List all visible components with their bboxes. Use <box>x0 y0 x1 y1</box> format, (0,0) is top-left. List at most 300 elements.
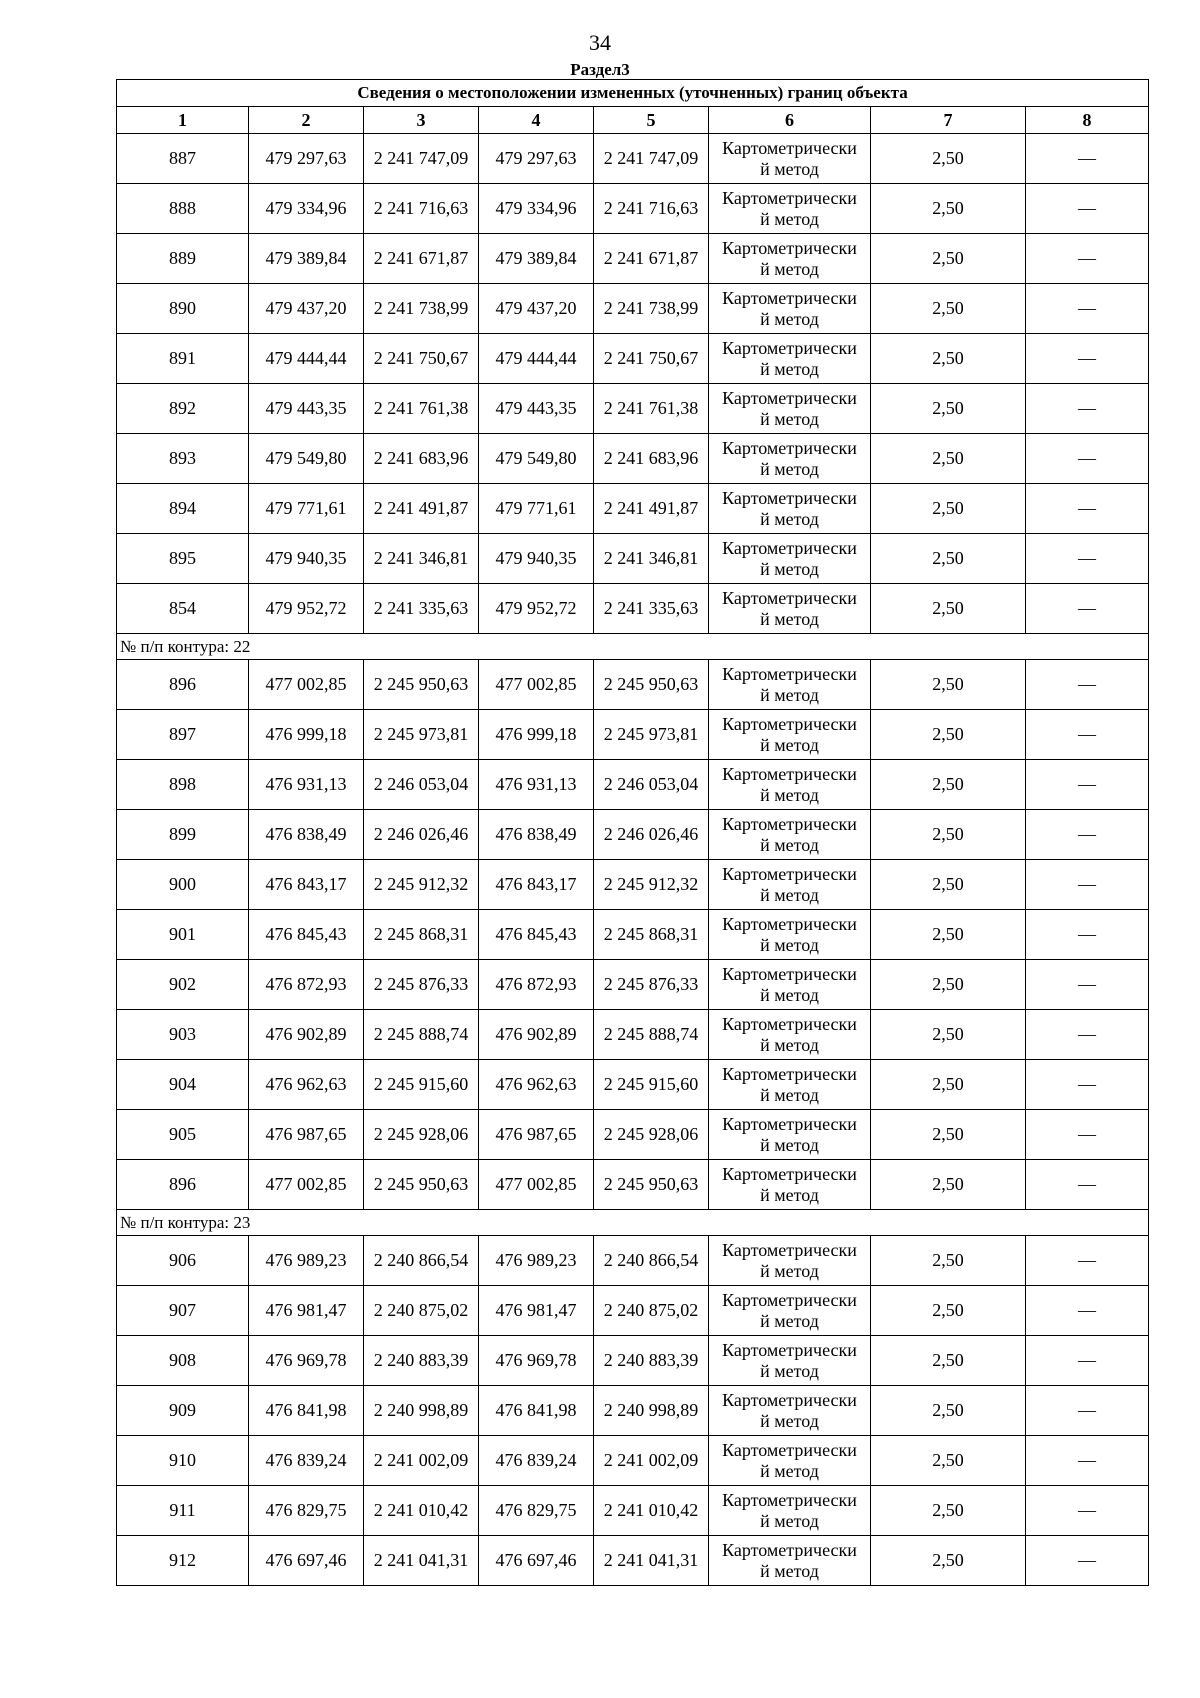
method-line-2: й метод <box>760 1260 819 1281</box>
method-line-2: й метод <box>760 208 819 229</box>
x-coordinate-new: 476 843,17 <box>479 860 594 910</box>
accuracy-value: 2,50 <box>871 760 1026 810</box>
method-line-2: й метод <box>760 358 819 379</box>
method-line-1: Картометрически <box>722 963 857 984</box>
x-coordinate: 479 334,96 <box>249 184 364 234</box>
table-row <box>117 1236 1149 1286</box>
point-number: 900 <box>117 860 249 910</box>
point-number: 906 <box>117 1236 249 1286</box>
column-header: 8 <box>1026 107 1149 134</box>
x-coordinate: 476 931,13 <box>249 760 364 810</box>
y-coordinate: 2 241 716,63 <box>364 184 479 234</box>
method-cell <box>709 484 871 534</box>
method-line-1: Картометрически <box>722 187 857 208</box>
method-cell <box>709 134 871 184</box>
x-coordinate: 479 437,20 <box>249 284 364 334</box>
method-line-2: й метод <box>760 258 819 279</box>
method-cell <box>709 1536 871 1586</box>
point-number: 889 <box>117 234 249 284</box>
method-cell <box>709 1436 871 1486</box>
table-row <box>117 184 1149 234</box>
description-value: — <box>1026 960 1149 1010</box>
y-coordinate: 2 245 876,33 <box>364 960 479 1010</box>
x-coordinate-new: 476 838,49 <box>479 810 594 860</box>
method-line-2: й метод <box>760 884 819 905</box>
method-cell <box>709 184 871 234</box>
table-row <box>117 1336 1149 1386</box>
point-number: 893 <box>117 434 249 484</box>
y-coordinate: 2 240 875,02 <box>364 1286 479 1336</box>
y-coordinate-new: 2 241 041,31 <box>594 1536 709 1586</box>
accuracy-value: 2,50 <box>871 434 1026 484</box>
method-line-1: Картометрически <box>722 587 857 608</box>
y-coordinate: 2 245 912,32 <box>364 860 479 910</box>
x-coordinate-new: 477 002,85 <box>479 660 594 710</box>
x-coordinate: 476 841,98 <box>249 1386 364 1436</box>
y-coordinate-new: 2 240 883,39 <box>594 1336 709 1386</box>
y-coordinate: 2 245 868,31 <box>364 910 479 960</box>
method-line-2: й метод <box>760 1034 819 1055</box>
x-coordinate: 476 697,46 <box>249 1536 364 1586</box>
method-line-2: й метод <box>760 158 819 179</box>
method-cell <box>709 384 871 434</box>
column-header: 7 <box>871 107 1026 134</box>
table-row <box>117 584 1149 634</box>
x-coordinate-new: 476 931,13 <box>479 760 594 810</box>
accuracy-value: 2,50 <box>871 334 1026 384</box>
method-cell <box>709 1060 871 1110</box>
accuracy-value: 2,50 <box>871 1060 1026 1110</box>
y-coordinate-new: 2 241 010,42 <box>594 1486 709 1536</box>
x-coordinate-new: 476 999,18 <box>479 710 594 760</box>
y-coordinate-new: 2 246 026,46 <box>594 810 709 860</box>
x-coordinate-new: 476 841,98 <box>479 1386 594 1436</box>
description-value: — <box>1026 1060 1149 1110</box>
table-caption: Сведения о местоположении измененных (уточненных) границ объекта <box>117 80 1149 107</box>
method-cell <box>709 1160 871 1210</box>
point-number: 895 <box>117 534 249 584</box>
y-coordinate: 2 240 998,89 <box>364 1386 479 1436</box>
method-line-2: й метод <box>760 508 819 529</box>
y-coordinate: 2 246 053,04 <box>364 760 479 810</box>
method-line-1: Картометрически <box>722 287 857 308</box>
y-coordinate-new: 2 245 876,33 <box>594 960 709 1010</box>
table-row <box>117 1386 1149 1436</box>
x-coordinate: 479 444,44 <box>249 334 364 384</box>
description-value: — <box>1026 810 1149 860</box>
description-value: — <box>1026 710 1149 760</box>
contour-label: № п/п контура: 22 <box>117 634 1149 660</box>
point-number: 905 <box>117 1110 249 1160</box>
accuracy-value: 2,50 <box>871 1160 1026 1210</box>
method-line-1: Картометрически <box>722 1239 857 1260</box>
table-row <box>117 534 1149 584</box>
method-line-1: Картометрически <box>722 1539 857 1560</box>
method-line-1: Картометрически <box>722 1289 857 1310</box>
description-value: — <box>1026 184 1149 234</box>
column-header-row <box>117 107 1149 134</box>
y-coordinate: 2 241 750,67 <box>364 334 479 384</box>
y-coordinate: 2 241 041,31 <box>364 1536 479 1586</box>
table-caption-row <box>117 80 1149 107</box>
method-line-2: й метод <box>760 558 819 579</box>
x-coordinate-new: 479 940,35 <box>479 534 594 584</box>
method-cell <box>709 1386 871 1436</box>
description-value: — <box>1026 1386 1149 1436</box>
method-line-1: Картометрически <box>722 537 857 558</box>
table-row <box>117 234 1149 284</box>
y-coordinate-new: 2 245 950,63 <box>594 1160 709 1210</box>
point-number: 907 <box>117 1286 249 1336</box>
x-coordinate: 479 771,61 <box>249 484 364 534</box>
table-row <box>117 710 1149 760</box>
y-coordinate-new: 2 241 002,09 <box>594 1436 709 1486</box>
method-cell <box>709 1236 871 1286</box>
y-coordinate-new: 2 241 747,09 <box>594 134 709 184</box>
table-row <box>117 960 1149 1010</box>
method-line-1: Картометрически <box>722 137 857 158</box>
method-cell <box>709 710 871 760</box>
x-coordinate-new: 476 829,75 <box>479 1486 594 1536</box>
table-body <box>117 134 1149 1586</box>
x-coordinate: 477 002,85 <box>249 1160 364 1210</box>
method-line-1: Картометрически <box>722 387 857 408</box>
method-line-2: й метод <box>760 608 819 629</box>
contour-row <box>117 634 1149 660</box>
point-number: 888 <box>117 184 249 234</box>
method-line-2: й метод <box>760 1184 819 1205</box>
table-row <box>117 134 1149 184</box>
description-value: — <box>1026 1486 1149 1536</box>
x-coordinate-new: 479 444,44 <box>479 334 594 384</box>
x-coordinate-new: 476 962,63 <box>479 1060 594 1110</box>
y-coordinate: 2 241 491,87 <box>364 484 479 534</box>
method-line-1: Картометрически <box>722 863 857 884</box>
x-coordinate-new: 479 437,20 <box>479 284 594 334</box>
method-line-1: Картометрически <box>722 237 857 258</box>
x-coordinate: 476 987,65 <box>249 1110 364 1160</box>
table-row <box>117 1536 1149 1586</box>
y-coordinate-new: 2 245 950,63 <box>594 660 709 710</box>
accuracy-value: 2,50 <box>871 1486 1026 1536</box>
x-coordinate-new: 479 952,72 <box>479 584 594 634</box>
accuracy-value: 2,50 <box>871 1286 1026 1336</box>
method-line-1: Картометрически <box>722 1489 857 1510</box>
point-number: 891 <box>117 334 249 384</box>
x-coordinate-new: 477 002,85 <box>479 1160 594 1210</box>
table-row <box>117 1010 1149 1060</box>
description-value: — <box>1026 1110 1149 1160</box>
table-row <box>117 484 1149 534</box>
method-line-2: й метод <box>760 408 819 429</box>
method-line-1: Картометрически <box>722 337 857 358</box>
point-number: 890 <box>117 284 249 334</box>
accuracy-value: 2,50 <box>871 1536 1026 1586</box>
x-coordinate-new: 479 389,84 <box>479 234 594 284</box>
y-coordinate: 2 245 950,63 <box>364 660 479 710</box>
x-coordinate: 476 843,17 <box>249 860 364 910</box>
x-coordinate-new: 476 969,78 <box>479 1336 594 1386</box>
description-value: — <box>1026 484 1149 534</box>
method-line-2: й метод <box>760 1084 819 1105</box>
point-number: 909 <box>117 1386 249 1436</box>
accuracy-value: 2,50 <box>871 810 1026 860</box>
accuracy-value: 2,50 <box>871 1386 1026 1436</box>
x-coordinate-new: 476 902,89 <box>479 1010 594 1060</box>
accuracy-value: 2,50 <box>871 1110 1026 1160</box>
accuracy-value: 2,50 <box>871 134 1026 184</box>
point-number: 912 <box>117 1536 249 1586</box>
point-number: 903 <box>117 1010 249 1060</box>
point-number: 898 <box>117 760 249 810</box>
table-row <box>117 284 1149 334</box>
point-number: 887 <box>117 134 249 184</box>
method-line-2: й метод <box>760 1134 819 1155</box>
method-line-1: Картометрически <box>722 487 857 508</box>
method-line-2: й метод <box>760 784 819 805</box>
x-coordinate: 476 962,63 <box>249 1060 364 1110</box>
point-number: 894 <box>117 484 249 534</box>
accuracy-value: 2,50 <box>871 1436 1026 1486</box>
method-cell <box>709 910 871 960</box>
point-number: 904 <box>117 1060 249 1110</box>
y-coordinate: 2 245 950,63 <box>364 1160 479 1210</box>
table-row <box>117 1160 1149 1210</box>
x-coordinate: 479 940,35 <box>249 534 364 584</box>
accuracy-value: 2,50 <box>871 534 1026 584</box>
point-number: 896 <box>117 660 249 710</box>
method-line-1: Картометрически <box>722 1439 857 1460</box>
y-coordinate-new: 2 241 738,99 <box>594 284 709 334</box>
x-coordinate: 476 845,43 <box>249 910 364 960</box>
table-row <box>117 860 1149 910</box>
table-row <box>117 384 1149 434</box>
method-line-1: Картометрически <box>722 763 857 784</box>
method-line-1: Картометрически <box>722 913 857 934</box>
method-line-1: Картометрически <box>722 1063 857 1084</box>
table-row <box>117 1060 1149 1110</box>
accuracy-value: 2,50 <box>871 1236 1026 1286</box>
x-coordinate: 476 981,47 <box>249 1286 364 1336</box>
y-coordinate: 2 245 973,81 <box>364 710 479 760</box>
x-coordinate: 476 999,18 <box>249 710 364 760</box>
accuracy-value: 2,50 <box>871 584 1026 634</box>
x-coordinate: 476 902,89 <box>249 1010 364 1060</box>
accuracy-value: 2,50 <box>871 960 1026 1010</box>
description-value: — <box>1026 384 1149 434</box>
y-coordinate: 2 241 671,87 <box>364 234 479 284</box>
method-cell <box>709 810 871 860</box>
method-line-1: Картометрически <box>722 1013 857 1034</box>
y-coordinate: 2 241 335,63 <box>364 584 479 634</box>
column-header: 2 <box>249 107 364 134</box>
table-row <box>117 660 1149 710</box>
y-coordinate-new: 2 246 053,04 <box>594 760 709 810</box>
method-cell <box>709 1286 871 1336</box>
method-cell <box>709 334 871 384</box>
x-coordinate: 476 829,75 <box>249 1486 364 1536</box>
coordinates-table <box>116 79 1149 1586</box>
y-coordinate: 2 241 002,09 <box>364 1436 479 1486</box>
page-number: 34 <box>589 30 611 55</box>
method-line-1: Картометрически <box>722 663 857 684</box>
y-coordinate-new: 2 241 750,67 <box>594 334 709 384</box>
y-coordinate-new: 2 245 928,06 <box>594 1110 709 1160</box>
x-coordinate-new: 476 839,24 <box>479 1436 594 1486</box>
x-coordinate-new: 479 771,61 <box>479 484 594 534</box>
description-value: — <box>1026 1336 1149 1386</box>
y-coordinate: 2 245 928,06 <box>364 1110 479 1160</box>
point-number: 902 <box>117 960 249 1010</box>
x-coordinate-new: 479 297,63 <box>479 134 594 184</box>
method-cell <box>709 584 871 634</box>
table-row <box>117 760 1149 810</box>
description-value: — <box>1026 234 1149 284</box>
accuracy-value: 2,50 <box>871 234 1026 284</box>
description-value: — <box>1026 860 1149 910</box>
method-line-2: й метод <box>760 934 819 955</box>
x-coordinate: 479 297,63 <box>249 134 364 184</box>
column-header: 6 <box>709 107 871 134</box>
description-value: — <box>1026 1160 1149 1210</box>
y-coordinate: 2 245 915,60 <box>364 1060 479 1110</box>
table-row <box>117 434 1149 484</box>
method-cell <box>709 1336 871 1386</box>
point-number: 911 <box>117 1486 249 1536</box>
x-coordinate-new: 476 872,93 <box>479 960 594 1010</box>
y-coordinate: 2 240 883,39 <box>364 1336 479 1386</box>
description-value: — <box>1026 434 1149 484</box>
y-coordinate-new: 2 245 868,31 <box>594 910 709 960</box>
accuracy-value: 2,50 <box>871 284 1026 334</box>
point-number: 854 <box>117 584 249 634</box>
point-number: 899 <box>117 810 249 860</box>
description-value: — <box>1026 1286 1149 1336</box>
table-row <box>117 1486 1149 1536</box>
method-cell <box>709 960 871 1010</box>
y-coordinate: 2 241 761,38 <box>364 384 479 434</box>
x-coordinate: 479 443,35 <box>249 384 364 434</box>
method-line-2: й метод <box>760 734 819 755</box>
column-header: 3 <box>364 107 479 134</box>
point-number: 897 <box>117 710 249 760</box>
description-value: — <box>1026 1236 1149 1286</box>
x-coordinate-new: 479 334,96 <box>479 184 594 234</box>
accuracy-value: 2,50 <box>871 660 1026 710</box>
method-cell <box>709 434 871 484</box>
method-line-2: й метод <box>760 308 819 329</box>
description-value: — <box>1026 534 1149 584</box>
description-value: — <box>1026 584 1149 634</box>
contour-label: № п/п контура: 23 <box>117 1210 1149 1236</box>
x-coordinate: 476 872,93 <box>249 960 364 1010</box>
table-row <box>117 1110 1149 1160</box>
accuracy-value: 2,50 <box>871 910 1026 960</box>
x-coordinate-new: 479 549,80 <box>479 434 594 484</box>
method-cell <box>709 234 871 284</box>
method-line-2: й метод <box>760 1460 819 1481</box>
x-coordinate-new: 476 697,46 <box>479 1536 594 1586</box>
x-coordinate: 476 989,23 <box>249 1236 364 1286</box>
y-coordinate-new: 2 241 683,96 <box>594 434 709 484</box>
accuracy-value: 2,50 <box>871 860 1026 910</box>
method-line-2: й метод <box>760 1360 819 1381</box>
y-coordinate-new: 2 245 888,74 <box>594 1010 709 1060</box>
contour-row <box>117 1210 1149 1236</box>
x-coordinate: 477 002,85 <box>249 660 364 710</box>
description-value: — <box>1026 1010 1149 1060</box>
method-cell <box>709 534 871 584</box>
x-coordinate: 476 838,49 <box>249 810 364 860</box>
x-coordinate-new: 476 987,65 <box>479 1110 594 1160</box>
method-cell <box>709 660 871 710</box>
method-cell <box>709 1486 871 1536</box>
accuracy-value: 2,50 <box>871 384 1026 434</box>
x-coordinate-new: 476 981,47 <box>479 1286 594 1336</box>
x-coordinate: 476 969,78 <box>249 1336 364 1386</box>
y-coordinate-new: 2 240 998,89 <box>594 1386 709 1436</box>
table-row <box>117 1286 1149 1336</box>
description-value: — <box>1026 134 1149 184</box>
section-title: Раздел3 <box>570 60 630 79</box>
y-coordinate-new: 2 241 491,87 <box>594 484 709 534</box>
method-line-2: й метод <box>760 1560 819 1581</box>
description-value: — <box>1026 660 1149 710</box>
point-number: 901 <box>117 910 249 960</box>
point-number: 896 <box>117 1160 249 1210</box>
description-value: — <box>1026 760 1149 810</box>
description-value: — <box>1026 910 1149 960</box>
y-coordinate-new: 2 241 671,87 <box>594 234 709 284</box>
accuracy-value: 2,50 <box>871 1336 1026 1386</box>
table-row <box>117 334 1149 384</box>
y-coordinate-new: 2 241 335,63 <box>594 584 709 634</box>
x-coordinate: 479 389,84 <box>249 234 364 284</box>
x-coordinate: 479 549,80 <box>249 434 364 484</box>
method-line-2: й метод <box>760 984 819 1005</box>
description-value: — <box>1026 1436 1149 1486</box>
method-line-2: й метод <box>760 458 819 479</box>
description-value: — <box>1026 1536 1149 1586</box>
accuracy-value: 2,50 <box>871 484 1026 534</box>
table-row <box>117 910 1149 960</box>
x-coordinate-new: 479 443,35 <box>479 384 594 434</box>
y-coordinate: 2 241 683,96 <box>364 434 479 484</box>
method-line-1: Картометрически <box>722 813 857 834</box>
method-cell <box>709 1110 871 1160</box>
y-coordinate-new: 2 241 716,63 <box>594 184 709 234</box>
point-number: 910 <box>117 1436 249 1486</box>
description-value: — <box>1026 284 1149 334</box>
y-coordinate-new: 2 245 915,60 <box>594 1060 709 1110</box>
x-coordinate: 476 839,24 <box>249 1436 364 1486</box>
accuracy-value: 2,50 <box>871 1010 1026 1060</box>
method-cell <box>709 284 871 334</box>
method-line-1: Картометрически <box>722 1389 857 1410</box>
y-coordinate: 2 241 010,42 <box>364 1486 479 1536</box>
x-coordinate-new: 476 989,23 <box>479 1236 594 1286</box>
column-header: 4 <box>479 107 594 134</box>
method-line-2: й метод <box>760 684 819 705</box>
y-coordinate-new: 2 241 761,38 <box>594 384 709 434</box>
method-line-1: Картометрически <box>722 1163 857 1184</box>
x-coordinate-new: 476 845,43 <box>479 910 594 960</box>
y-coordinate-new: 2 245 912,32 <box>594 860 709 910</box>
method-line-2: й метод <box>760 834 819 855</box>
y-coordinate: 2 246 026,46 <box>364 810 479 860</box>
method-line-2: й метод <box>760 1410 819 1431</box>
y-coordinate: 2 241 747,09 <box>364 134 479 184</box>
